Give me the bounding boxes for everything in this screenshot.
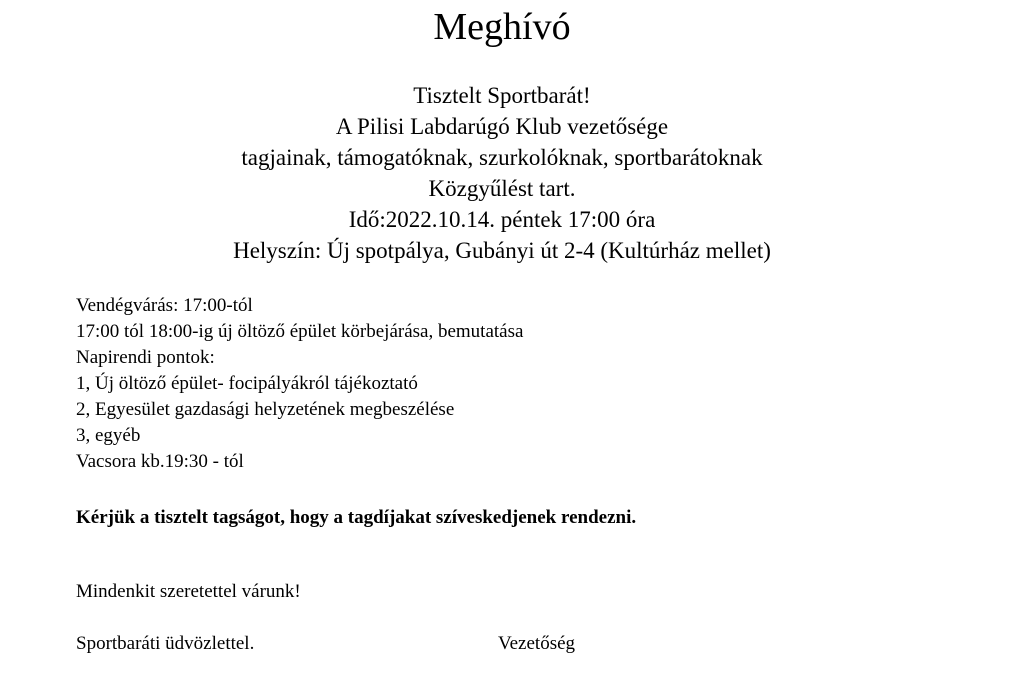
date-time-line: Idő:2022.10.14. péntek 17:00 óra <box>348 207 656 232</box>
location-line: Helyszín: Új spotpálya, Gubányi út 2-4 (Kultúrház mellet) <box>233 238 771 263</box>
audience-line: tagjainak, támogatóknak, szurkolóknak, sportbarátoknak <box>241 145 763 170</box>
closing-greeting: Sportbaráti üdvözlettel. <box>76 633 255 654</box>
agenda-heading: Napirendi pontok: <box>76 347 215 368</box>
invitation-header <box>0 80 1004 266</box>
program-section <box>76 293 523 475</box>
event-line: Közgyűlést tart. <box>428 176 576 201</box>
organizer-line: A Pilisi Labdarúgó Klub vezetősége <box>335 114 669 139</box>
agenda-item-3: 3, egyéb <box>76 425 141 446</box>
salutation-line: Tisztelt Sportbarát! <box>413 83 591 108</box>
agenda-item-1: 1, Új öltöző épület- focipályákról tájékoztató <box>76 373 418 394</box>
membership-fee-notice: Kérjük a tisztelt tagságot, hogy a tagdíjakat szíveskedjenek rendezni. <box>76 507 637 528</box>
welcome-text: Mindenkit szeretettel várunk! <box>76 581 301 602</box>
agenda-item-2: 2, Egyesület gazdasági helyzetének megbeszélése <box>76 399 455 420</box>
document-title: Meghívó <box>433 6 571 48</box>
program-line-arrival: Vendégvárás: 17:00-tól <box>76 295 253 316</box>
signature: Vezetőség <box>498 633 576 654</box>
program-line-dinner: Vacsora kb.19:30 - tól <box>76 451 244 472</box>
program-line-tour: 17:00 tól 18:00-ig új öltöző épület körbejárása, bemutatása <box>76 321 524 342</box>
